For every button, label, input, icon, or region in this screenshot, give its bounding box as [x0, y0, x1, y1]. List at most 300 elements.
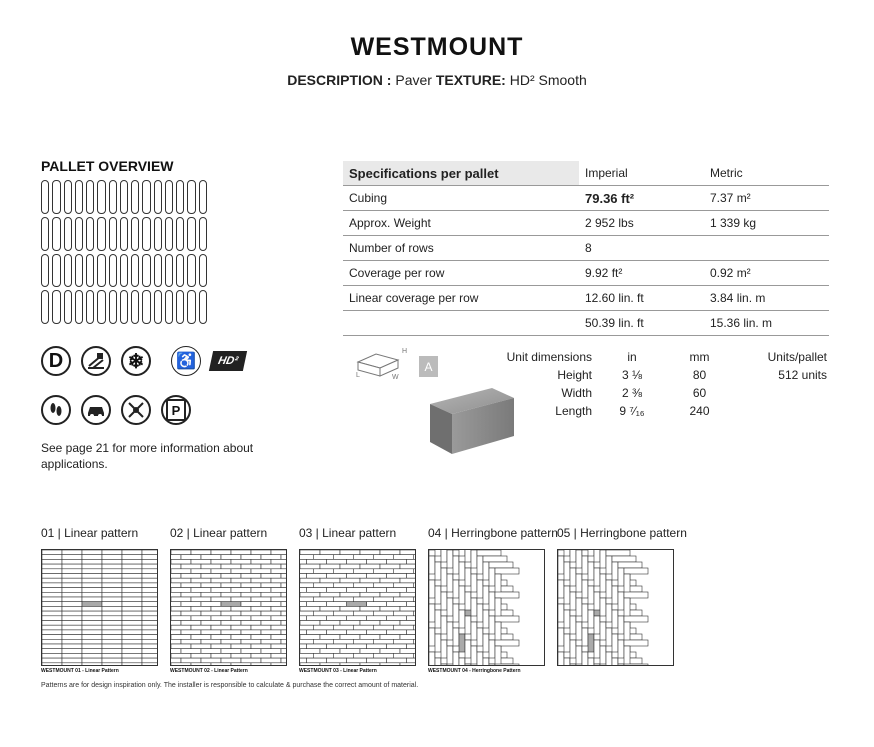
pattern-paver [313, 653, 333, 658]
pattern-paver [300, 630, 307, 635]
pallet-paver [176, 217, 184, 251]
unit-dim-in: 9 ⁷⁄₁₆ [619, 404, 645, 418]
pattern-paver [380, 621, 400, 626]
pattern-paver [62, 630, 82, 635]
pattern-paver [62, 559, 82, 564]
specifications-header-row [343, 161, 829, 186]
pattern-paver [300, 616, 307, 621]
pattern-paver [102, 621, 122, 626]
pattern-paver [231, 578, 251, 583]
pallet-paver [52, 254, 60, 288]
pattern-paver [483, 556, 507, 562]
pattern-paver [171, 592, 181, 597]
pattern-paver [300, 574, 307, 579]
pattern-paver [347, 559, 367, 564]
pattern-paver [142, 611, 157, 616]
pallet-paver [97, 180, 105, 214]
pattern-paver [261, 658, 281, 663]
pattern-paver [251, 578, 271, 583]
specifications-table [343, 161, 829, 336]
pattern-paver [612, 658, 618, 665]
pattern-paver [367, 574, 387, 579]
spec-imperial: 50.39 lin. ft [579, 311, 704, 336]
pattern-paver [211, 625, 231, 630]
pattern-paver [171, 569, 191, 574]
pattern-paver [102, 588, 122, 593]
pattern-paver [62, 569, 82, 574]
pattern-paver [594, 664, 600, 665]
pattern-title: 05 | Herringbone pattern [557, 526, 687, 540]
pattern-paver [42, 592, 62, 597]
pattern-paver [142, 644, 157, 649]
pattern-paver [261, 602, 281, 607]
pattern-paver [477, 652, 483, 665]
pattern-paver [181, 630, 201, 635]
pattern-title: 04 | Herringbone pattern [428, 526, 558, 540]
pattern-paver [367, 616, 387, 621]
unit-dim-in: 2 ⅜ [621, 386, 642, 400]
pattern-paver [122, 555, 142, 560]
pattern-paver [142, 574, 157, 579]
pallet-paver [165, 180, 173, 214]
pattern-paver [576, 646, 582, 665]
pattern-paver [353, 555, 373, 560]
unit-dim-mm: 80 [692, 368, 707, 382]
pattern-paver [231, 616, 251, 621]
pattern-paver [307, 630, 327, 635]
pattern-paver [261, 583, 281, 588]
pattern-paver [171, 639, 181, 644]
pattern-paver [191, 597, 211, 602]
pallet-paver [75, 217, 83, 251]
pattern-paver [62, 663, 82, 665]
pattern-paver [82, 635, 102, 640]
pattern-paver [62, 592, 82, 597]
pattern-paver [122, 597, 142, 602]
pattern-paver [300, 550, 320, 555]
specs-header-metric: Metric [704, 161, 829, 186]
pallet-paver [165, 254, 173, 288]
pattern-diagram [41, 549, 158, 666]
pattern-paver [171, 578, 191, 583]
pattern-diagram [428, 549, 545, 666]
pattern-paver [327, 658, 347, 663]
pattern-paver [82, 592, 102, 597]
pattern-paver [333, 569, 353, 574]
pattern-paver [281, 630, 286, 635]
pattern-paver [313, 611, 333, 616]
pattern-paver [407, 658, 415, 663]
pattern-paver [477, 550, 501, 556]
pattern-paver [82, 630, 102, 635]
pattern-paver [82, 653, 102, 658]
pallet-paver [154, 180, 162, 214]
pattern-paver [241, 555, 261, 560]
pallet-paver [52, 290, 60, 324]
pattern-paver [400, 649, 415, 654]
pattern-paver [251, 588, 271, 593]
pattern-paver [353, 611, 373, 616]
spec-metric: 0.92 m² [704, 261, 829, 286]
pattern-paver [42, 635, 62, 640]
pallet-paver [75, 254, 83, 288]
pattern-paver [360, 621, 380, 626]
pattern-paver [624, 616, 648, 622]
pattern-paver [380, 649, 400, 654]
pattern-paver [122, 574, 142, 579]
pattern-paver [400, 606, 415, 611]
pattern-paver [181, 639, 201, 644]
texture-label: TEXTURE [435, 72, 502, 88]
pattern-paver [380, 606, 400, 611]
pattern-paver [42, 602, 62, 607]
pattern-paver [340, 606, 360, 611]
pattern-paver [82, 550, 102, 555]
pattern-paver [353, 569, 373, 574]
pattern-paver [558, 652, 564, 665]
pattern-paver [251, 644, 271, 649]
pattern-paver [347, 630, 367, 635]
pattern-paver [211, 550, 231, 555]
pattern-paver [261, 555, 281, 560]
pallet-paver [120, 180, 128, 214]
pattern-paver [62, 635, 82, 640]
pattern-paver [62, 574, 82, 579]
page-title: WESTMOUNT [350, 33, 524, 61]
pallet-paver [109, 217, 117, 251]
pattern-paver [313, 639, 333, 644]
pattern-paver [42, 555, 62, 560]
pattern-paver [380, 550, 400, 555]
pattern-paver [221, 649, 241, 654]
pattern-paver [300, 658, 307, 663]
pattern-paver [102, 583, 122, 588]
pattern-paver [42, 644, 62, 649]
pattern-paver [495, 646, 501, 665]
pattern-paver [142, 559, 157, 564]
parking-icon [161, 395, 191, 425]
pattern-paver [347, 644, 367, 649]
pattern-paver [367, 588, 387, 593]
pattern-paver [122, 663, 142, 665]
pallet-paver [199, 217, 207, 251]
pattern-paver [387, 616, 407, 621]
pattern-paver [231, 663, 251, 665]
pattern-paver [347, 574, 367, 579]
pattern-paver [102, 653, 122, 658]
pattern-paver [142, 555, 157, 560]
pattern-paver [82, 578, 102, 583]
specifications-row [343, 311, 829, 336]
pattern-paver [281, 611, 286, 616]
pattern-paver [201, 639, 221, 644]
pattern-paver [62, 606, 82, 611]
pattern-paver [42, 621, 62, 626]
pattern-paver [171, 649, 181, 654]
pattern-paver [367, 559, 387, 564]
pattern-paver [300, 611, 313, 616]
pattern-paver [393, 611, 413, 616]
pattern-paver [347, 602, 367, 607]
pattern-paver [42, 588, 62, 593]
pattern-paver [181, 602, 201, 607]
pattern-paver [407, 559, 415, 564]
spec-imperial: 9.92 ft² [579, 261, 704, 286]
pattern-paver [142, 606, 157, 611]
pattern-paver [347, 616, 367, 621]
pattern-paver [191, 616, 211, 621]
pattern-paver [307, 574, 327, 579]
pattern-paver [307, 559, 327, 564]
pattern-paver [251, 550, 271, 555]
pattern-paver [122, 639, 142, 644]
pattern-paver [281, 564, 286, 569]
pattern-paver [281, 592, 286, 597]
pattern-paver [393, 625, 413, 630]
pattern-paver [347, 658, 367, 663]
pattern-paver [221, 621, 241, 626]
spec-imperial: 8 [579, 236, 704, 261]
pattern-paver [373, 639, 393, 644]
pattern-paver [191, 559, 211, 564]
pattern-paver [307, 588, 327, 593]
pattern-paver [191, 635, 211, 640]
pattern-paver [102, 630, 122, 635]
description-label: DESCRIPTION [287, 72, 383, 88]
pattern-paver [122, 559, 142, 564]
pattern-paver [201, 649, 221, 654]
pattern-paver [171, 588, 191, 593]
pattern-paver [171, 583, 181, 588]
pattern-paver [42, 606, 62, 611]
pattern-paver [393, 597, 413, 602]
spec-imperial: 79.36 ft² [579, 186, 704, 211]
pattern-paver [333, 625, 353, 630]
box-label-width: W [392, 374, 399, 381]
pattern-paver [142, 653, 157, 658]
pattern-paver [320, 564, 340, 569]
pattern-paver [261, 649, 281, 654]
pattern-paver [231, 559, 251, 564]
pattern-paver [171, 625, 191, 630]
spec-imperial: 12.60 lin. ft [579, 286, 704, 311]
pallet-paver [199, 180, 207, 214]
pattern-paver [251, 635, 271, 640]
pattern-paver [191, 550, 211, 555]
pattern-paver [142, 592, 157, 597]
pattern-paver [489, 562, 513, 568]
pattern-paver [122, 635, 142, 640]
pattern-paver [393, 569, 413, 574]
unit-dims-header-in: in [627, 350, 637, 364]
pattern-paver [435, 658, 441, 665]
pattern-title: 01 | Linear pattern [41, 526, 139, 540]
pattern-paver [300, 602, 307, 607]
pattern-paver [82, 663, 102, 665]
pattern-paver [387, 644, 407, 649]
pattern-paver [191, 644, 211, 649]
pattern-paver [62, 550, 82, 555]
pattern-paver [327, 574, 347, 579]
pallet-paver [52, 180, 60, 214]
pattern-paver [142, 578, 157, 583]
pattern-paver [221, 658, 241, 663]
pattern-paver [360, 606, 380, 611]
pattern-paver [122, 588, 142, 593]
pattern-paver [407, 644, 415, 649]
pattern-paver [367, 630, 387, 635]
pattern-paver [320, 621, 340, 626]
pattern-paver [281, 621, 286, 626]
pattern-paver [211, 588, 231, 593]
pattern-paver [241, 649, 261, 654]
pattern-paver [300, 578, 320, 583]
pattern-paver [201, 583, 221, 588]
pattern-paver [42, 583, 62, 588]
pattern-paver [313, 569, 333, 574]
pattern-paver [407, 602, 415, 607]
pallet-paver [120, 254, 128, 288]
applications-note-line-2: applications. [41, 457, 108, 471]
pattern-paver [82, 639, 102, 644]
pattern-paver [82, 616, 102, 621]
pattern-paver [231, 644, 251, 649]
pattern-paver [300, 597, 313, 602]
pattern-paver [465, 664, 471, 665]
unit-dims-header-label: Unit dimensions [506, 350, 592, 364]
pattern-paver [495, 568, 519, 574]
pattern-paver [320, 606, 340, 611]
pattern-paver [102, 592, 122, 597]
pattern-paver [373, 611, 393, 616]
pallet-paver [41, 217, 49, 251]
pattern-paver [142, 663, 157, 665]
pattern-paver [251, 569, 271, 574]
pattern-paver [241, 574, 261, 579]
pallet-paver [86, 290, 94, 324]
application-icons-row-1 [41, 346, 245, 376]
pattern-paver [400, 564, 415, 569]
pattern-paver [102, 555, 122, 560]
pattern-paver [82, 583, 102, 588]
pattern-paver [191, 569, 211, 574]
pattern-paver [221, 583, 241, 588]
pattern-paver [102, 569, 122, 574]
pattern-paver [261, 639, 281, 644]
pattern-paver [181, 592, 201, 597]
pattern-caption: WESTMOUNT 04 - Herringbone Pattern [428, 668, 521, 674]
applications-note-line-1: See page 21 for more information about [41, 441, 254, 455]
pattern-paver [82, 602, 102, 607]
pattern-paver [142, 635, 157, 640]
hd2-logo: HD² [209, 351, 247, 371]
pattern-paver [82, 564, 102, 569]
pattern-paver [320, 578, 340, 583]
pattern-paver [62, 583, 82, 588]
pallet-paver [86, 254, 94, 288]
pattern-paver [400, 550, 415, 555]
spec-label: Approx. Weight [343, 211, 579, 236]
unit-dim-mm: 240 [689, 404, 710, 418]
spec-metric [704, 236, 829, 261]
pattern-paver [271, 625, 286, 630]
spec-label: Cubing [343, 186, 579, 211]
pattern-paver [281, 555, 286, 560]
pattern-paver [413, 639, 415, 644]
specs-header-label: Specifications per pallet [343, 161, 579, 186]
pattern-paver [82, 559, 102, 564]
pattern-paver [62, 597, 82, 602]
pattern-paver [471, 646, 477, 665]
wheelchair-icon: ♿ [171, 346, 201, 376]
pallet-paver [142, 290, 150, 324]
pattern-paver [588, 658, 594, 665]
pattern-title: 02 | Linear pattern [170, 526, 268, 540]
pattern-paver [313, 597, 333, 602]
spec-metric: 7.37 m² [704, 186, 829, 211]
pattern-paver [393, 639, 413, 644]
pattern-paver [201, 658, 221, 663]
pattern-paver [211, 635, 231, 640]
pattern-paver [231, 569, 251, 574]
pattern-paver [380, 564, 400, 569]
pattern-paver [102, 559, 122, 564]
pattern-paver [313, 555, 333, 560]
pattern-paver [42, 653, 62, 658]
pattern-paver [171, 597, 191, 602]
pattern-paver [122, 602, 142, 607]
pattern-paver [191, 625, 211, 630]
pattern-paver [271, 588, 286, 593]
pattern-paver [142, 625, 157, 630]
pattern-paver [102, 616, 122, 621]
pattern-paver [82, 588, 102, 593]
pattern-paver [281, 602, 286, 607]
pattern-paver [142, 621, 157, 626]
pattern-paver [367, 658, 387, 663]
pattern-paver [102, 635, 122, 640]
pattern-paver [367, 644, 387, 649]
pattern-paver [307, 644, 327, 649]
unit-dim-label: Width [561, 386, 592, 400]
driveway-icon: D [41, 346, 71, 376]
applications-note [41, 440, 253, 472]
pattern-paver [241, 583, 261, 588]
pattern-paver [201, 555, 221, 560]
pallet-paver [199, 254, 207, 288]
pattern-paver [221, 630, 241, 635]
pattern-paver [102, 550, 122, 555]
pattern-paver [142, 569, 157, 574]
pattern-paver [340, 663, 360, 665]
pattern-paver [201, 611, 221, 616]
pattern-paver [171, 559, 191, 564]
pattern-paver [281, 574, 286, 579]
pattern-paver [387, 658, 407, 663]
pattern-paver [261, 621, 281, 626]
application-icons-row-2 [41, 395, 191, 425]
pattern-paver [231, 635, 251, 640]
pattern-paver [231, 597, 251, 602]
pattern-paver [271, 653, 286, 658]
pattern-paver [62, 555, 82, 560]
pattern-paver [122, 550, 142, 555]
pattern-paver [360, 564, 380, 569]
pattern-paver [271, 616, 286, 621]
pattern-paver [353, 597, 373, 602]
unit-dim-units: 512 units [778, 368, 827, 382]
pattern-paver [211, 559, 231, 564]
